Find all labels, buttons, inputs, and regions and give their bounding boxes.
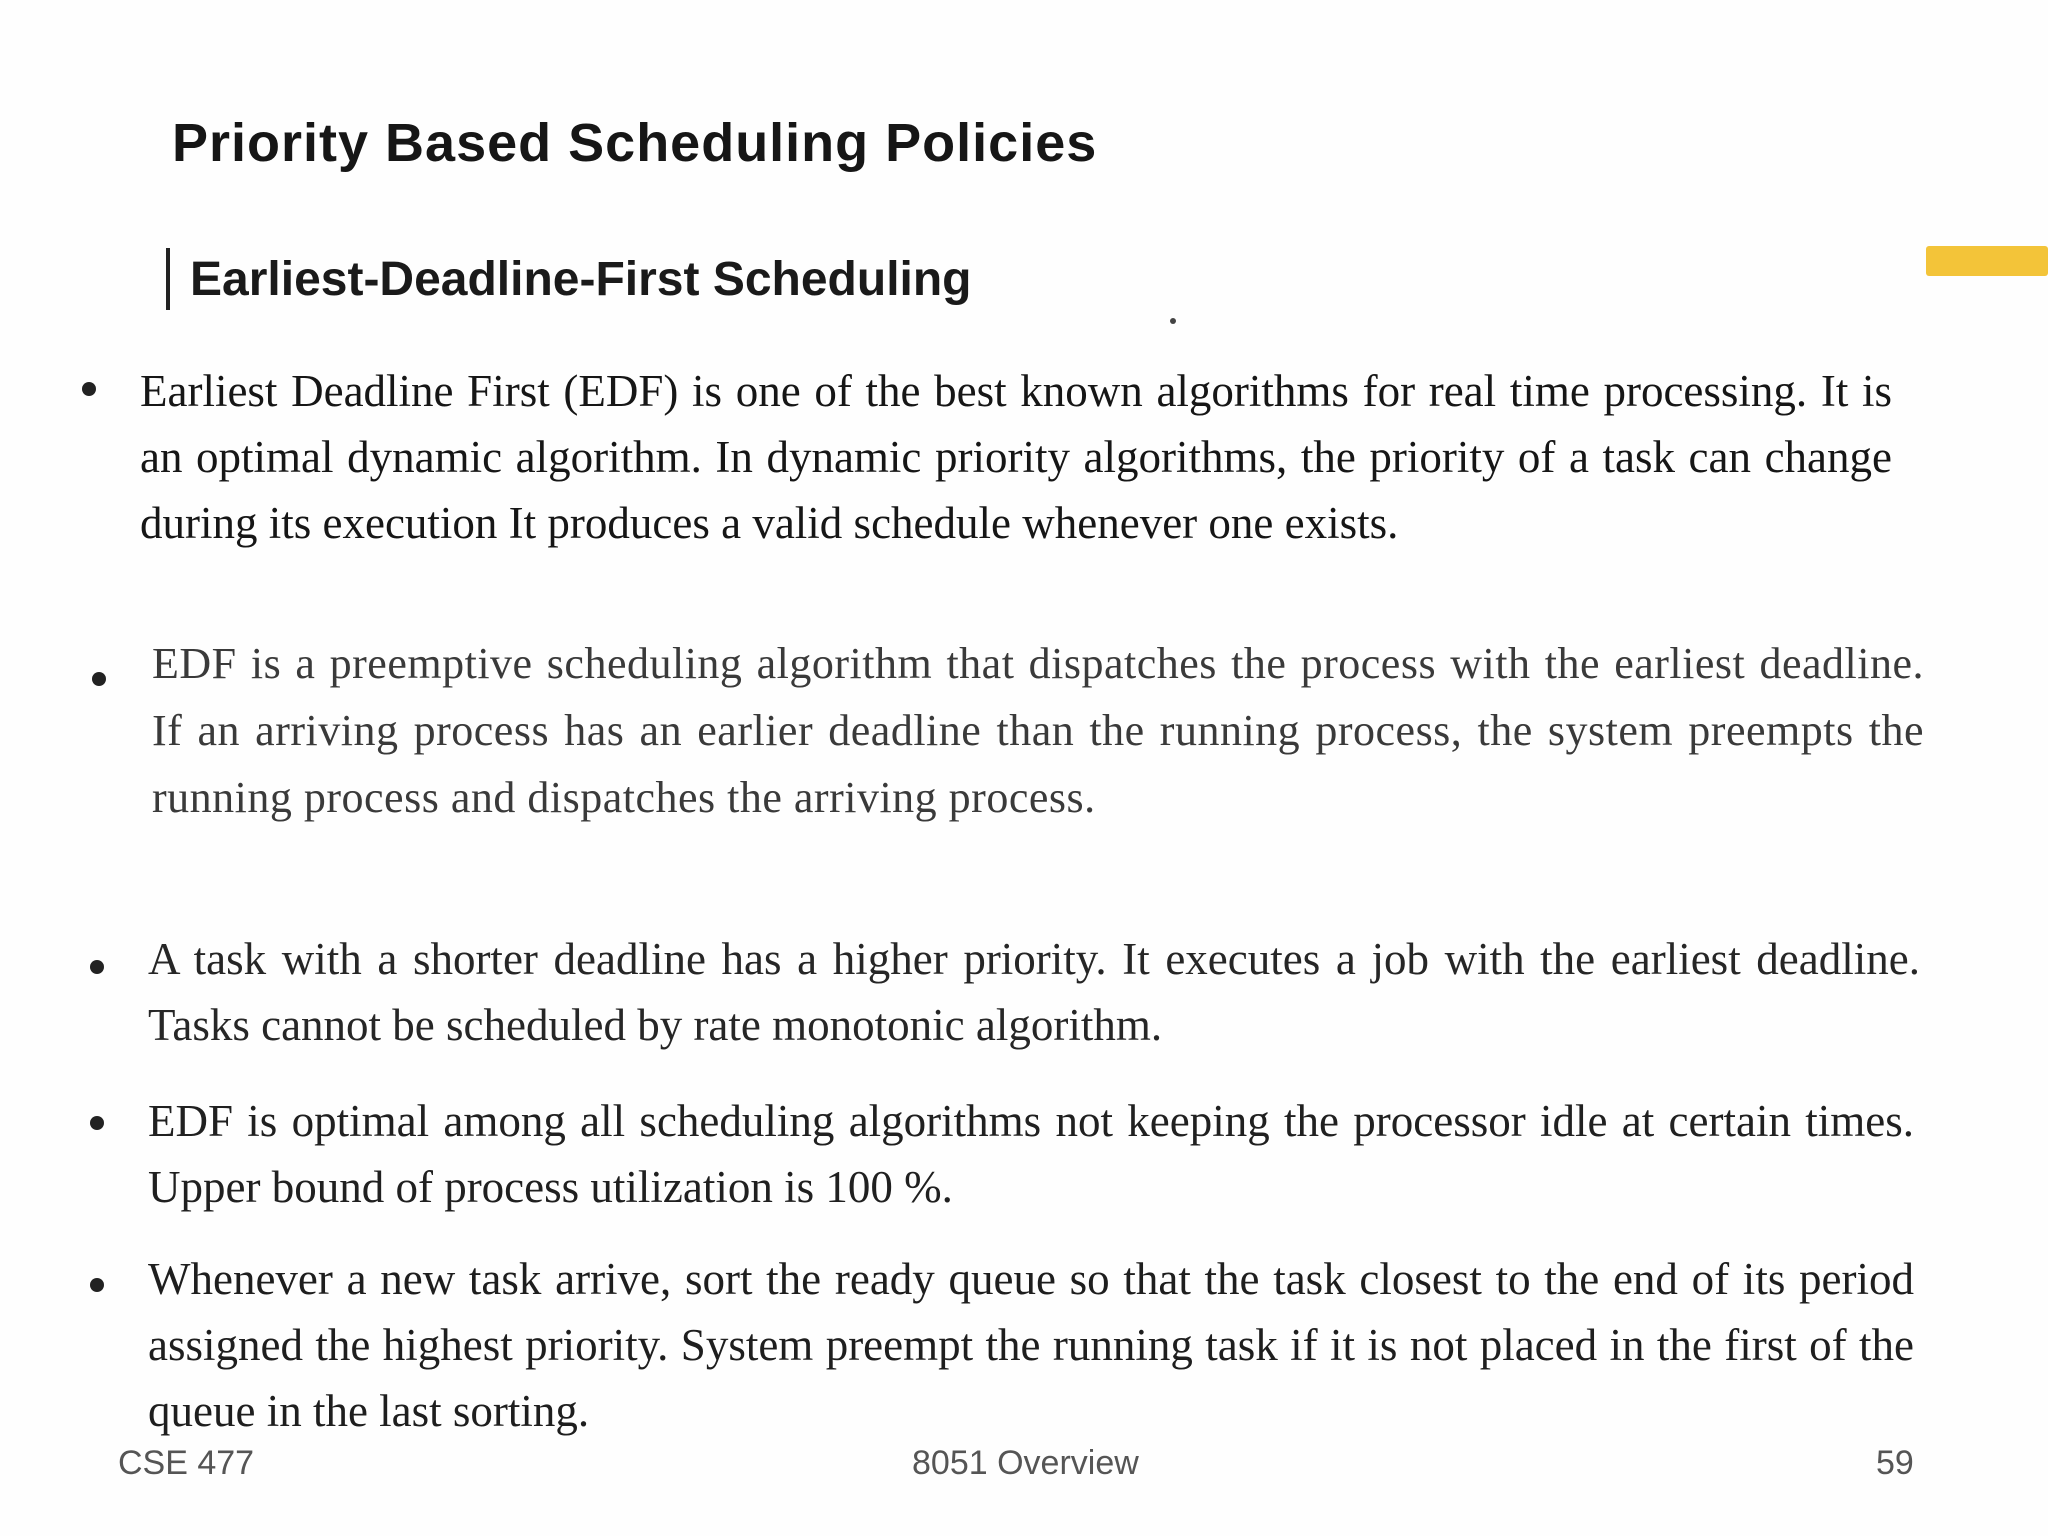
bullet-text-2: EDF is a preemptive scheduling algorithm that dispatches the process with the earliest deadline. If an arriving process has an earlier deadline than the running process, the system preempts the running process and dispatches the arriving process. bbox=[152, 639, 1924, 822]
subtitle-section bbox=[166, 248, 972, 310]
bullet-dot-icon bbox=[90, 960, 104, 974]
footer-topic bbox=[912, 1448, 1139, 1488]
bullet-text-4: EDF is optimal among all scheduling algorithms not keeping the processor idle at certain times. Upper bound of process utilization is 100 %. bbox=[148, 1096, 1914, 1212]
print-speck bbox=[1170, 318, 1176, 324]
bullet-dot-icon bbox=[90, 1116, 104, 1130]
footer-course bbox=[118, 1448, 254, 1488]
footer-page-label: 59 bbox=[1876, 1448, 1914, 1482]
bullet-text-3: A task with a shorter deadline has a higher priority. It executes a job with the earliest deadline. Tasks cannot be scheduled by rate monotonic algorithm. bbox=[148, 934, 1920, 1050]
footer-topic-label: 8051 Overview bbox=[912, 1448, 1139, 1482]
bullet-dot-icon bbox=[92, 672, 106, 686]
footer-course-label: CSE 477 bbox=[118, 1448, 255, 1482]
highlighter-mark bbox=[1926, 246, 2048, 276]
bullet-dot-icon bbox=[90, 1278, 104, 1292]
subtitle-marker-bar bbox=[166, 248, 170, 310]
slide-subtitle: Earliest-Deadline-First Scheduling bbox=[190, 252, 972, 306]
bullet-dot-icon bbox=[82, 382, 96, 396]
bullet-text-1: Earliest Deadline First (EDF) is one of the best known algorithms for real time processing. It is an optimal dynamic algorithm. In dynamic priority algorithms, the priority of a task can change during its execution It produces a valid schedule whenever one exists. bbox=[140, 366, 1892, 548]
bullet-text-5: Whenever a new task arrive, sort the ready queue so that the task closest to the end of its period assigned the highest priority. System preempt the running task if it is not placed in the first of the queue in the last sorting. bbox=[148, 1254, 1914, 1436]
footer-page-number bbox=[1876, 1448, 1914, 1488]
slide-title: Priority Based Scheduling Policies bbox=[172, 113, 1098, 173]
